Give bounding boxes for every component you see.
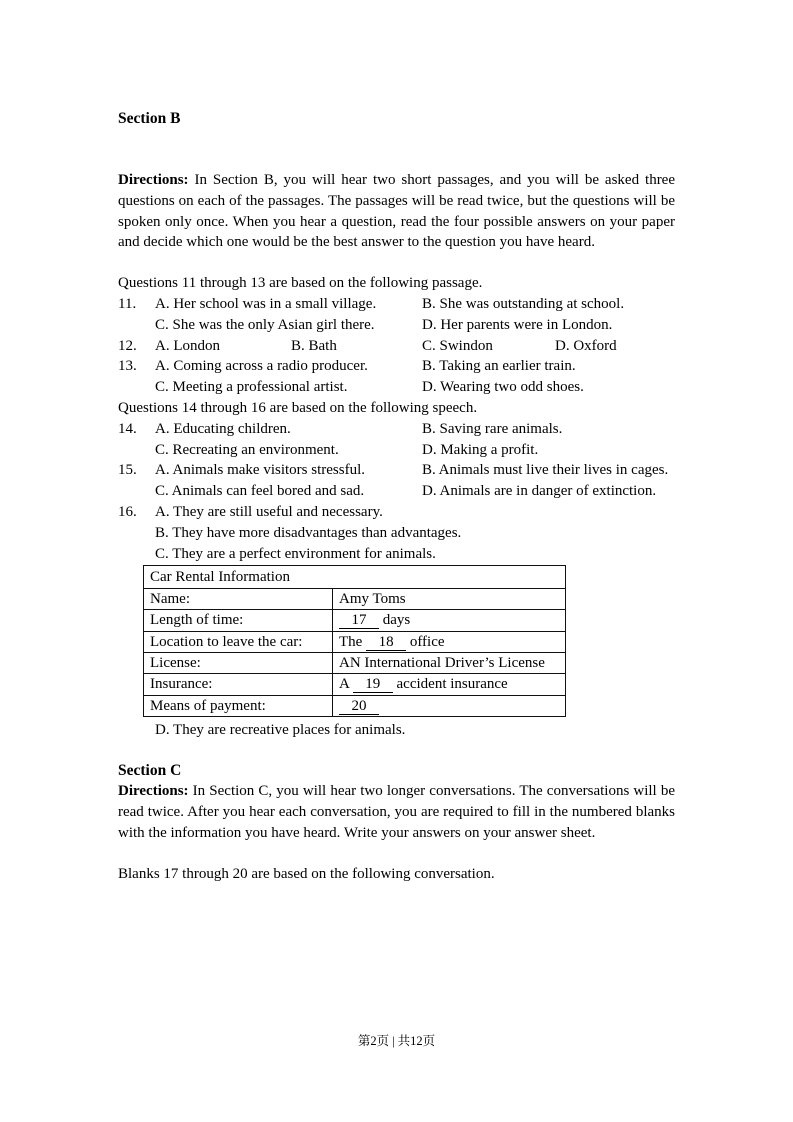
question-11-option-c: C. She was the only Asian girl there. [155,316,375,333]
question-14-line-2 [118,440,675,461]
section-b-title: Section B [118,110,181,127]
question-11-number: 11. [118,295,137,312]
question-12-line [118,336,675,357]
question-13-line-2 [118,377,675,398]
question-14-line-1 [118,419,675,440]
question-14-option-d: D. Making a profit. [422,441,539,458]
question-11-line-1 [118,294,675,315]
question-16-option-a: A. They are still useful and necessary. [155,503,383,520]
directions-text: In Section B, you will hear two short passages, and you will be asked three questions on each of the passages. The passages will be read twice, but the questions will be spoken only once. When you hear a question, read the four possible answers on your paper and decide which one would be the best answer to the question you have heard. [118,172,675,251]
question-16-line-b [118,523,675,544]
question-15-option-d: D. Animals are in danger of extinction. [422,483,657,500]
blanks-17-20-intro: Blanks 17 through 20 are based on the following conversation. [118,866,495,883]
question-13-option-d: D. Wearing two odd shoes. [422,379,584,396]
row-value-payment [333,695,566,716]
question-11-option-d: D. Her parents were in London. [422,316,613,333]
row-label-insurance: Insurance: [144,674,333,695]
question-13-option-a: A. Coming across a radio producer. [155,358,368,375]
table-row [144,588,566,609]
row-value-length: 17 days [333,610,566,631]
row-value-insurance: A 19 accident insurance [333,674,566,695]
section-b-directions [118,170,675,253]
row-value-location: The 18 office [333,631,566,652]
page-content [118,0,675,885]
question-16-line-c [118,544,675,565]
question-12-option-b: B. Bath [291,337,337,354]
footer-total-pages: 共12页 [397,1034,436,1048]
question-15-option-b: B. Animals must live their lives in cages. [422,462,669,479]
questions-14-16-intro: Questions 14 through 16 are based on the following speech. [118,399,478,416]
question-16-option-b: B. They have more disadvantages than advantages. [155,524,462,541]
directions-text: In Section C, you will hear two longer conversations. The conversations will be read twice. After you hear each conversation, you are required to fill in the numbered blanks with the information you have heard. Write your answers on your answer sheet. [118,783,675,841]
question-14-option-c: C. Recreating an environment. [155,441,339,458]
question-15-number: 15. [118,462,137,479]
table-row [144,653,566,674]
row-label-license: License: [144,653,333,674]
car-rental-table [143,565,566,717]
table-title: Car Rental Information [144,566,566,589]
page-footer [0,1032,793,1050]
table-row [144,610,566,631]
question-16-option-c: C. They are a perfect environment for animals. [155,545,436,562]
row-label-location: Location to leave the car: [144,631,333,652]
question-16-line-a [118,502,675,523]
blank-19: 19 [353,677,393,693]
question-13-option-b: B. Taking an earlier train. [422,358,576,375]
blank-20: 20 [339,699,379,715]
directions-label: Directions: [118,172,189,188]
footer-current-page: 第2页 [357,1034,390,1048]
question-14-number: 14. [118,420,137,437]
blank-17: 17 [339,613,379,629]
table-row [144,695,566,716]
question-12-option-a: A. London [155,337,220,354]
question-14-option-b: B. Saving rare animals. [422,420,563,437]
question-13-option-c: C. Meeting a professional artist. [155,379,348,396]
row-label-name: Name: [144,588,333,609]
table-row [144,674,566,695]
directions-label: Directions: [118,783,189,800]
question-15-option-a: A. Animals make visitors stressful. [155,462,365,479]
footer-separator: | [392,1034,395,1048]
question-15-option-c: C. Animals can feel bored and sad. [155,483,365,500]
question-15-line-2 [118,481,675,502]
blank-18: 18 [366,635,406,651]
row-label-payment: Means of payment: [144,695,333,716]
questions-11-13-intro: Questions 11 through 13 are based on the following passage. [118,275,483,292]
question-11-option-a: A. Her school was in a small village. [155,295,377,312]
question-16-line-d [118,720,675,741]
question-12-option-d: D. Oxford [555,337,617,354]
row-value-name: Amy Toms [333,588,566,609]
question-16-number: 16. [118,503,137,520]
question-14-option-a: A. Educating children. [155,420,291,437]
row-label-length: Length of time: [144,610,333,631]
question-11-option-b: B. She was outstanding at school. [422,295,625,312]
question-13-line-1 [118,356,675,377]
question-15-line-1 [118,460,675,481]
section-c-directions [118,781,675,843]
table-header-row [144,566,566,589]
table-row [144,631,566,652]
question-11-line-2 [118,315,675,336]
question-12-option-c: C. Swindon [422,337,493,354]
question-16-option-d: D. They are recreative places for animals. [155,722,406,739]
section-c-title: Section C [118,762,182,780]
question-13-number: 13. [118,358,137,375]
row-value-license: AN International Driver’s License [333,653,566,674]
question-12-number: 12. [118,337,137,354]
